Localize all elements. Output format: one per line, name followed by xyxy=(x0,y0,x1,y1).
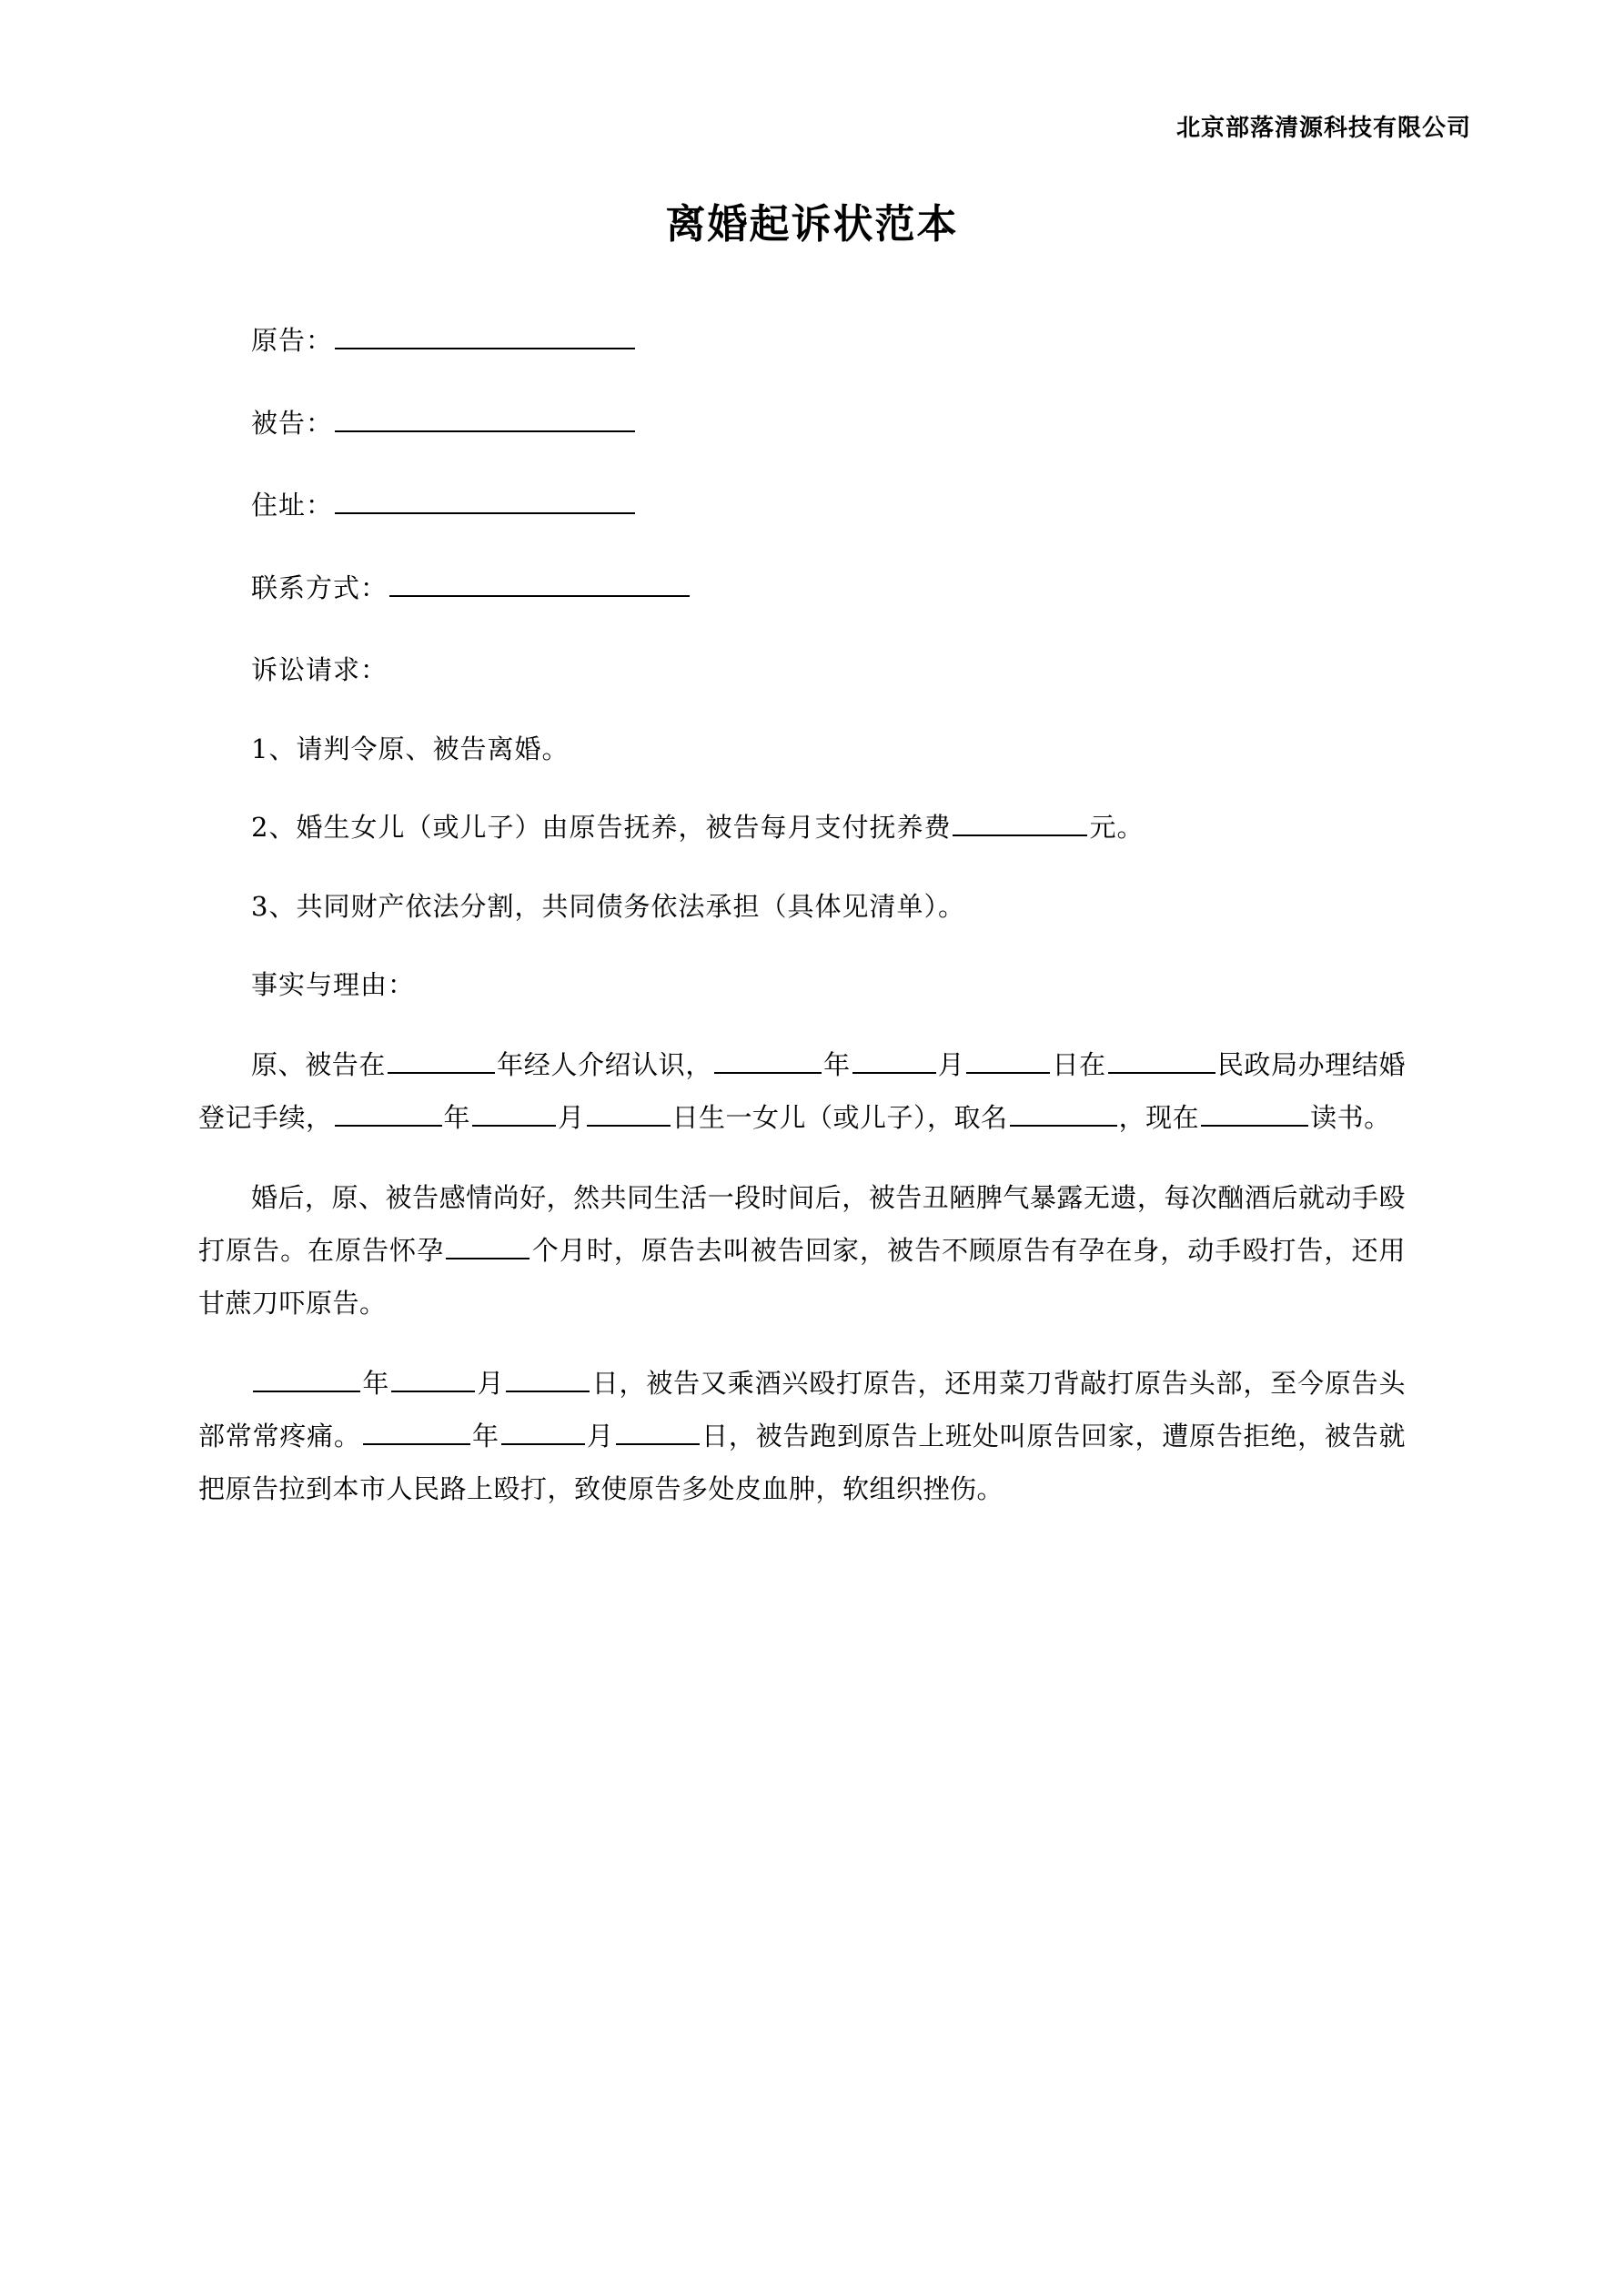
facts-heading: 事实与理由： xyxy=(251,969,416,1001)
fp3-t5: 月 xyxy=(586,1420,614,1451)
fp3-t6: 日，被告跑到原告上班处叫原告回家，遭原告拒绝，被告就把原告拉到本市人民路上殴打，致使原告多处皮血肿，软组织挫伤。 xyxy=(198,1420,1406,1504)
page-title: 离婚起诉状范本 xyxy=(665,201,959,248)
claim-item-2-suffix: 元。 xyxy=(1089,812,1145,844)
fp1-blank-4[interactable] xyxy=(966,1044,1050,1073)
field-defendant-blank[interactable] xyxy=(335,402,635,431)
fp2-t2: 个月时，原告去叫被告回家，被告不顾原告有孕在身，动手殴打告，还用甘蔗刀吓原告。 xyxy=(198,1234,1406,1319)
fp1-t7: 年 xyxy=(443,1101,471,1133)
fp3-t4: 年 xyxy=(471,1420,499,1451)
facts-paragraph-3 xyxy=(198,1357,1406,1515)
fp1-t8: 月 xyxy=(558,1101,585,1133)
facts-paragraph-2 xyxy=(198,1171,1406,1330)
fp1-t2: 年经人介绍认识， xyxy=(497,1048,712,1080)
field-address-blank[interactable] xyxy=(335,485,635,514)
field-defendant xyxy=(198,398,1406,450)
fp3-blank-3[interactable] xyxy=(506,1362,590,1391)
field-plaintiff-label: 原告： xyxy=(251,325,334,356)
field-address-label: 住址： xyxy=(251,490,334,521)
claim-item-2-text: 2、婚生女儿（或儿子）由原告抚养，被告每月支付抚养费 xyxy=(251,812,952,844)
claim-item-2-blank[interactable] xyxy=(953,807,1087,836)
field-contact-label: 联系方式： xyxy=(251,571,388,603)
field-plaintiff-blank[interactable] xyxy=(335,320,635,349)
company-header: 北京部落清源科技有限公司 xyxy=(1175,115,1471,142)
fp1-blank-2[interactable] xyxy=(714,1044,822,1073)
claims-heading: 诉讼请求： xyxy=(251,654,388,686)
fp1-blank-10[interactable] xyxy=(1201,1097,1308,1126)
fp3-blank-5[interactable] xyxy=(501,1415,585,1444)
field-address xyxy=(198,480,1406,531)
fp1-blank-8[interactable] xyxy=(587,1097,671,1126)
fp3-t1: 年 xyxy=(362,1367,390,1399)
fp1-blank-6[interactable] xyxy=(335,1097,442,1126)
claim-item-2 xyxy=(198,802,1406,854)
field-contact-blank[interactable] xyxy=(389,567,690,596)
fp2-t1: 婚后，原、被告感情尚好，然共同生活一段时间后，被告丑陋脾气暴露无遗，每次酗酒后就动手殴打原告。在原告怀孕 xyxy=(198,1181,1406,1266)
claim-item-3: 3、共同财产依法分割，共同债务依法承担（具体见清单）。 xyxy=(251,890,965,922)
field-contact xyxy=(198,562,1406,614)
fp3-blank-2[interactable] xyxy=(391,1362,475,1391)
fp3-blank-4[interactable] xyxy=(363,1415,470,1444)
fp3-t2: 月 xyxy=(477,1367,505,1399)
fp3-t3: 日，被告又乘酒兴殴打原告，还用菜刀背敲打原告头部，至今原告头部常常疼痛。 xyxy=(198,1367,1406,1451)
facts-paragraph-1 xyxy=(198,1038,1406,1144)
fp1-t5: 日在 xyxy=(1052,1048,1106,1080)
document-body xyxy=(0,315,1624,1515)
fp1-t4: 月 xyxy=(937,1048,965,1080)
fp1-t3: 年 xyxy=(822,1048,851,1080)
claim-item-1: 1、请判令原、被告离婚。 xyxy=(251,733,570,764)
fp1-blank-7[interactable] xyxy=(472,1097,556,1126)
fp1-t6: 民政局办理结婚登记手续， xyxy=(198,1048,1406,1133)
fp1-t9: 日生一女儿（或儿子），取名 xyxy=(671,1101,1008,1133)
fp3-blank-1[interactable] xyxy=(253,1362,360,1391)
fp2-blank-1[interactable] xyxy=(446,1229,530,1259)
fp1-t11: 读书。 xyxy=(1310,1101,1391,1133)
fp1-t10: ，现在 xyxy=(1118,1101,1200,1133)
field-plaintiff xyxy=(198,315,1406,367)
fp1-blank-9[interactable] xyxy=(1010,1097,1117,1126)
fp1-blank-1[interactable] xyxy=(388,1044,495,1073)
field-defendant-label: 被告： xyxy=(251,407,334,439)
fp1-blank-5[interactable] xyxy=(1108,1044,1215,1073)
fp1-t1: 原、被告在 xyxy=(251,1048,387,1080)
fp3-blank-6[interactable] xyxy=(616,1415,700,1444)
fp1-blank-3[interactable] xyxy=(852,1044,936,1073)
